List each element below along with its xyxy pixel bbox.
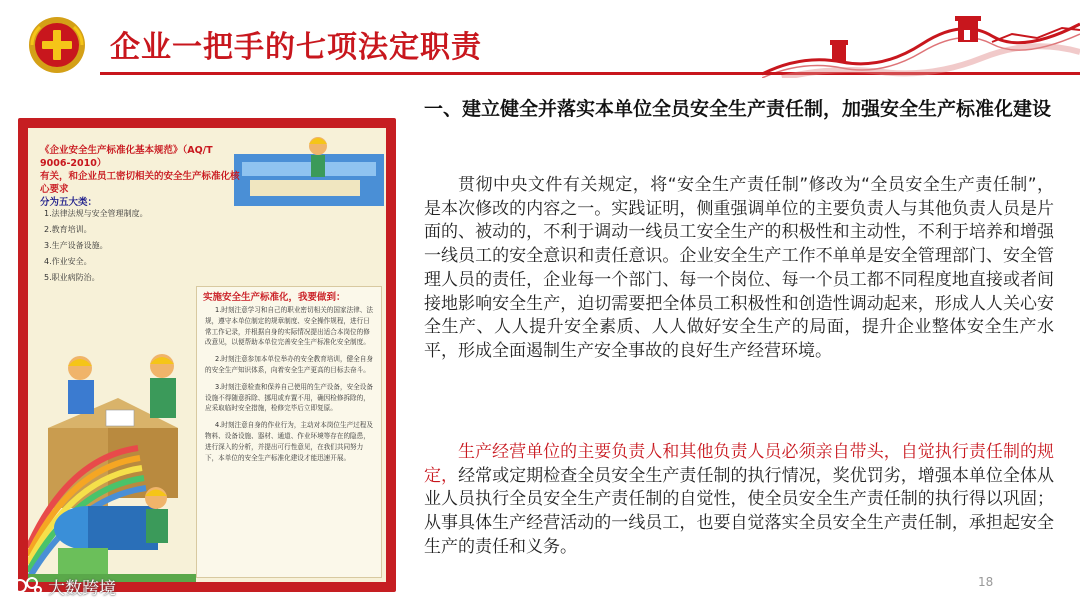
poster-heading-line1: 《企业安全生产标准化基本规范》（AQ/T 9006-2010） xyxy=(40,145,213,169)
poster-category-list xyxy=(44,206,148,286)
poster-heading-line2: 有关，和企业员工密切相关的安全生产标准化核心要求 xyxy=(40,171,240,195)
page-number: 18 xyxy=(978,575,994,589)
poster-heading xyxy=(40,144,240,209)
section-heading: 一、建立健全并落实本单位全员安全生产责任制，加强安全生产标准化建设 xyxy=(424,98,1052,120)
poster-rule: 1.时刻注意学习和自己的职业密切相关的国家法律、法规，遵守本单位制定的规章制度、安全操作规程，进行日常工作记录，并根据自身的实际情况提出适合本岗位的修改意见，以便帮助本单位完善安全生产标准化安全制度。 xyxy=(205,306,373,347)
paragraph-2-rest: 经常或定期检查全员安全生产责任制的执行情况，奖优罚劣，增强本单位全体从业人员执行全员安全生产责任制的自觉性，使全员安全生产责任制的执行得以巩固；从事具体生产经营活动的一线员工，也要自觉落实全员安全生产责任制，承担起安全生产的责任和义务。 xyxy=(424,465,1055,557)
poster-rule: 4.时刻注意自身的作业行为，主动对本岗位生产过程及物料、设备设施、器材、通道、作业环境等存在的隐患，进行深入的分析，并提出可行性意见，在我们共同努力下，本单位的安全生产标准化建设才能迅速开展。 xyxy=(205,421,373,462)
poster-inner xyxy=(28,128,386,582)
body-paragraph-1: 贯彻中央文件有关规定，将“安全生产责任制”修改为“全员安全生产责任制”，是本次修改的内容之一。实践证明，侧重强调单位的主要负责人与其他负责人员是片面的、被动的，不利于调动一线员工安全生产的积极性和主动性，不利于培养和增强一线员工的安全意识和责任意识。企业安全生产工作不单单是安全管理部门、安全管理人员的责任，企业每一个部门、每一个岗位、每一个员工都不同程度地直接或者间接地影响安全生产，迫切需要把全体员工积极性和创造性调动起来，形成人人关心安全生产、人人提升安全素质、人人做好安全生产的局面，提升企业整体安全生产水平，形成全面遏制生产安全事故的良好生产经营环境。 xyxy=(424,175,1054,361)
watermark-logo-icon xyxy=(12,575,42,597)
list-item: 1.法律法规与安全管理制度。 xyxy=(44,209,148,218)
great-wall-decoration xyxy=(762,14,1080,78)
page-title: 企业一把手的七项法定职责 xyxy=(110,30,482,65)
watermark-text: 大数跨境 xyxy=(48,578,116,599)
poster-rules-text xyxy=(205,305,375,469)
poster-rule: 3.时刻注意检查和保养自己使用的生产设备，安全设备设施不得随意拆除、挪用或弃置不用，确因检修拆除的，应采取临时安全措施，检修完毕后立即复原。 xyxy=(205,382,373,413)
body-paragraph-2 xyxy=(424,441,1054,560)
poster-rules-box xyxy=(196,286,382,578)
highlighted-text: 生产经营单位的主要负责人和其他负责人员必须亲自带头，自觉执行责任制的规定， xyxy=(424,442,1054,486)
list-item: 3.生产设备设施。 xyxy=(44,241,108,250)
safety-poster xyxy=(18,118,396,592)
header xyxy=(0,0,1080,82)
safety-emblem-icon xyxy=(26,14,88,76)
watermark xyxy=(12,574,116,598)
list-item: 5.职业病防治。 xyxy=(44,273,100,282)
list-item: 2.教育培训。 xyxy=(44,225,92,234)
poster-rule: 2.时刻注意参加本单位举办的安全教育培训，健全自身的安全生产知识体系，向着安全生产更高的目标去奋斗。 xyxy=(205,355,373,374)
poster-rules-title: 实施安全生产标准化，我要做到： xyxy=(203,292,346,303)
list-item: 4.作业安全。 xyxy=(44,257,92,266)
poster-heading-line3: 分为五大类： xyxy=(40,197,98,208)
